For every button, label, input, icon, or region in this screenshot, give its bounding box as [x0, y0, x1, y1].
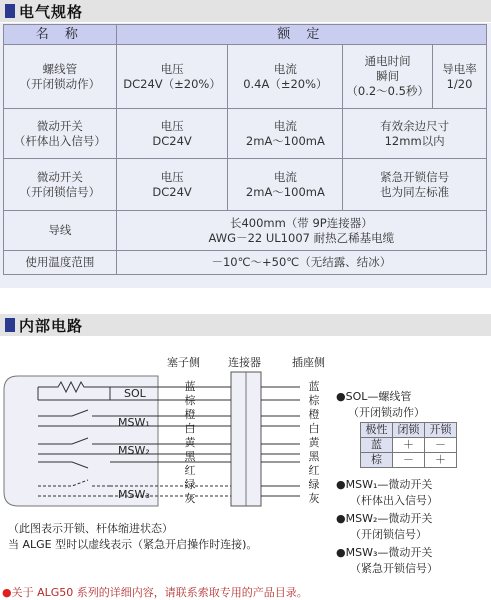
- legend-sol-desc: （开闭锁动作）: [348, 406, 425, 419]
- wire-black: 黑: [308, 450, 320, 463]
- row-name: 使用温度范围: [4, 251, 117, 275]
- wire-brown: 棕: [184, 394, 196, 407]
- cell-voltage: 电压 DC24V: [116, 159, 228, 211]
- wire-white: 白: [184, 422, 196, 435]
- polarity-table: 极性 闭锁 开锁 蓝 ＋ － 棕 － ＋: [360, 422, 457, 468]
- wire-red: 红: [308, 464, 320, 477]
- wire-orange: 橙: [184, 408, 196, 421]
- header-rating: 额 定: [116, 25, 486, 45]
- cell-current: 电流 2mA～100mA: [228, 109, 343, 159]
- wire-yellow: 黄: [308, 436, 320, 449]
- row-name: 导线: [4, 211, 117, 251]
- bullet-icon: ●: [2, 586, 12, 599]
- legend-msw1-desc: （杆体出入信号）: [350, 494, 438, 507]
- cell-voltage: 电压 DC24V（±20%）: [116, 45, 228, 109]
- label-msw3: MSW₃: [118, 488, 150, 501]
- circuit-area: [0, 336, 491, 599]
- wire-brown: 棕: [308, 394, 320, 407]
- wire-blue: 蓝: [184, 380, 196, 393]
- col-socket: 插座侧: [292, 356, 325, 369]
- wire-green: 绿: [184, 478, 196, 491]
- section-square-icon: [5, 4, 15, 18]
- wire-gray: 灰: [184, 492, 196, 505]
- section-title: 内部电路: [19, 316, 84, 335]
- row-name: 微动开关 （开闭锁信号）: [4, 159, 117, 211]
- cell-current: 电流 0.4A（±20%）: [228, 45, 343, 109]
- wire-gray: 灰: [308, 492, 320, 505]
- spec-header-row: [4, 25, 487, 45]
- col-connector: 连接器: [228, 356, 261, 369]
- legend-sol: ●SOL—螺线管: [336, 390, 412, 403]
- spec-area: [0, 23, 491, 288]
- section-square-icon: [5, 318, 15, 332]
- legend-msw2: ●MSW₂—微动开关: [336, 512, 433, 525]
- cell-emergency: 紧急开锁信号 也为同左标准: [343, 159, 487, 211]
- section-header-circuit: [0, 314, 491, 336]
- cell-voltage: 电压 DC24V: [116, 109, 228, 159]
- caption-line: （此图表示开锁、杆体缩进状态）: [8, 522, 173, 535]
- label-msw1: MSW₁: [118, 416, 150, 429]
- wire-blue: 蓝: [308, 380, 320, 393]
- wire-red: 红: [184, 464, 196, 477]
- caption-line: 当 ALGE 型时以虚线表示（紧急开启操作时连接)。: [8, 538, 258, 551]
- spec-row: [4, 159, 487, 211]
- spec-row: [4, 251, 487, 275]
- section-title: 电气规格: [19, 2, 84, 21]
- cell-time: 通电时间 瞬间 （0.2～0.5秒）: [343, 45, 433, 109]
- legend-msw3-desc: （紧急开锁信号）: [350, 562, 438, 575]
- wire-white: 白: [308, 422, 320, 435]
- label-msw2: MSW₂: [118, 444, 150, 457]
- spec-row: [4, 211, 487, 251]
- spec-row: [4, 109, 487, 159]
- cell-current: 电流 2mA～100mA: [228, 159, 343, 211]
- cell-margin: 有效余边尺寸 12mm以内: [343, 109, 487, 159]
- label-sol: SOL: [124, 387, 146, 400]
- cell-temperature: －10℃～+50℃（无结露、结冰）: [116, 251, 486, 275]
- col-plug: 塞子侧: [167, 356, 200, 369]
- legend-msw2-desc: （开闭锁信号）: [350, 528, 427, 541]
- wire-green: 绿: [308, 478, 320, 491]
- spec-table: [3, 24, 487, 275]
- row-name: 微动开关 （杆体出入信号）: [4, 109, 117, 159]
- spec-row: [4, 45, 487, 109]
- footnote: ●关于 ALG50 系列的详细内容，请联系索取专用的产品目录。: [2, 586, 308, 599]
- header-name: 名 称: [4, 25, 117, 45]
- wire-yellow: 黄: [184, 436, 196, 449]
- section-header-electrical: [0, 0, 491, 22]
- cell-duty: 导电率 1/20: [433, 45, 487, 109]
- legend-msw3: ●MSW₃—微动开关: [336, 546, 433, 559]
- cell-wire: 长400mm（带 9P连接器） AWG－22 UL1007 耐热乙稀基电缆: [116, 211, 486, 251]
- row-name: 螺线管 （开闭锁动作）: [4, 45, 117, 109]
- wire-orange: 橙: [308, 408, 320, 421]
- legend-msw1: ●MSW₁—微动开关: [336, 478, 433, 491]
- wire-black: 黑: [184, 450, 196, 463]
